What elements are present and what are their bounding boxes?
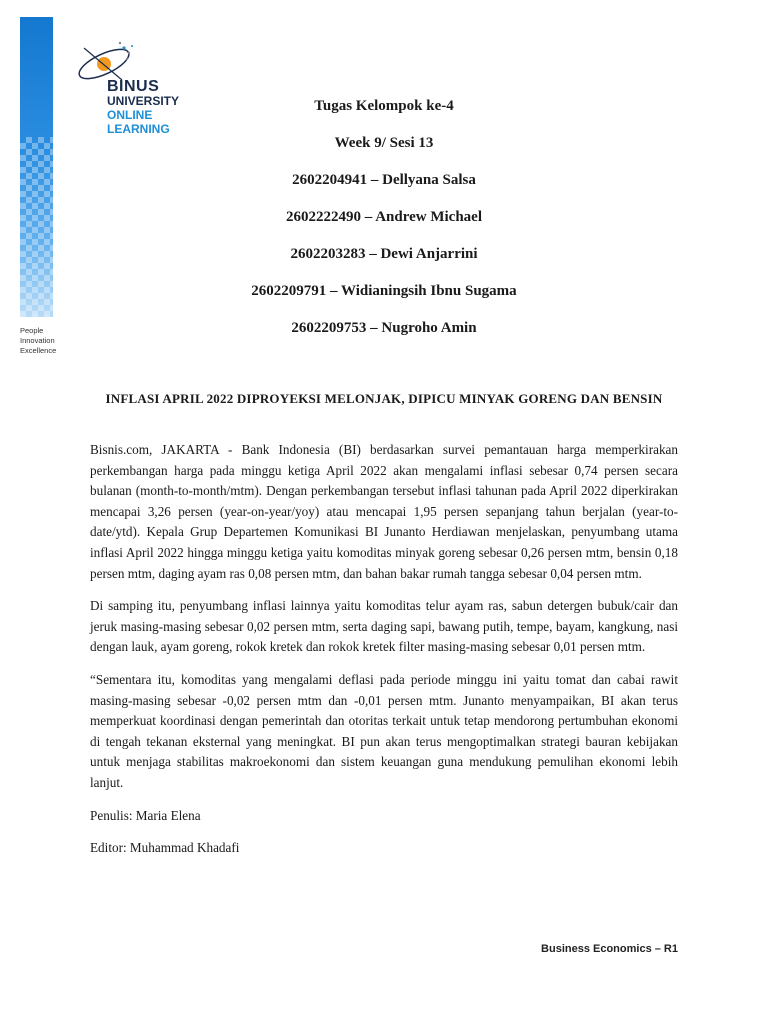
member-line: 2602203283 – Dewi Anjarrini [290, 246, 478, 262]
member-line: 2602209791 – Widianingsih Ibnu Sugama [251, 283, 517, 299]
week-session: Week 9/ Sesi 13 [334, 135, 434, 151]
cover-header [100, 96, 668, 355]
logo-brand: BINUS [107, 78, 160, 95]
logo-university: UNIVERSITY [107, 94, 180, 108]
logo-online: ONLINE [107, 108, 153, 122]
member-line: 2602222490 – Andrew Michael [286, 209, 482, 225]
article-title: INFLASI APRIL 2022 DIPROYEKSI MELONJAK, DIPICU MINYAK GORENG DAN BENSIN [105, 391, 663, 406]
paragraph: Bisnis.com, JAKARTA - Bank Indonesia (BI) berdasarkan survei pemantauan harga memperkirakan perkembangan harga pada minggu ketiga April 2022 akan mengalami inflasi sebesar 0,74 persen secara bulanan (month-to-month/mtm). Dengan perkembangan tersebut inflasi tahunan pada April 2022 diperkirakan mencapai 3,26 persen (year-on-year/yoy) atau mencapai 1,95 persen sepanjang tahun berjalan (year-to-date/ytd). Kepala Grup Departemen Komunikasi BI Junanto Herdiawan menjelaskan, penyumbang utama inflasi April 2022 hingga minggu ketiga yaitu komoditas minyak goreng sebesar 0,26 persen mtm, bensin 0,18 persen mtm, daging ayam ras 0,08 persen mtm, dan bahan bakar rumah tangga sebesar 0,04 persen mtm. [90, 442, 678, 581]
page-footer: Business Economics – R1 [541, 943, 678, 955]
paragraph: “Sementara itu, komoditas yang mengalami deflasi pada periode minggu ini yaitu tomat dan cabai rawit masing-masing sebesar -0,02 persen mtm dan -0,01 persen mtm. Junanto menyampaikan, BI akan terus memperkuat koordinasi dengan pemerintah dan otoritas terkait untuk tetap mendorong pertumbuhan ekonomi di tengah tekanan eksternal yang meningkat. BI pun akan terus mengoptimalkan strategi bauran kebijakan untuk menjaga stabilitas makroekonomi dan sistem keuangan guna mendukung pemulihan ekonomi lebih lanjut. [90, 671, 678, 790]
logo-learning: LEARNING [107, 122, 170, 136]
article-body [90, 440, 678, 871]
logo-tagline [20, 326, 56, 356]
member-line: 2602204941 – Dellyana Salsa [292, 172, 476, 188]
assignment-title: Tugas Kelompok ke-4 [314, 98, 454, 114]
side-decoration-bar [20, 17, 53, 317]
member-line: 2602209753 – Nugroho Amin [291, 320, 477, 336]
writer-credit: Penulis: Maria Elena [90, 807, 201, 823]
paragraph: Di samping itu, penyumbang inflasi lainnya yaitu komoditas telur ayam ras, sabun detergen bubuk/cair dan jeruk masing-masing sebesar 0,02 persen mtm, serta daging sapi, bawang putih, tempe, bayam, kangkung, nasi dengan lauk, ayam goreng, rokok kretek dan rokok kretek filter masing-masing sebesar 0,01 persen mtm. [90, 598, 678, 655]
tagline-line: Innovation [20, 336, 55, 345]
side-bar-pattern [20, 137, 53, 317]
editor-credit: Editor: Muhammad Khadafi [90, 840, 240, 856]
tagline-line: Excellence [20, 346, 57, 355]
tagline-line: People [20, 326, 44, 335]
